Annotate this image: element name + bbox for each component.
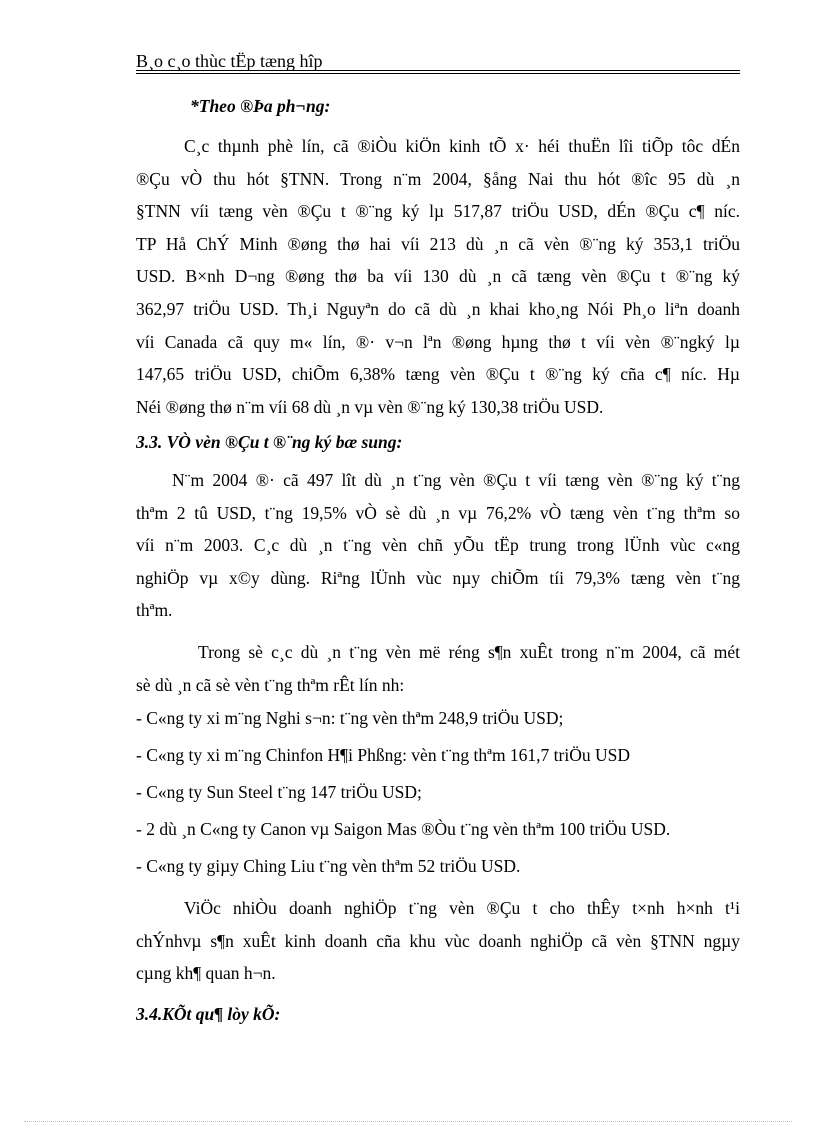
- paragraph-line: C¸c thµnh phè lín, cã ®iÒu kiÖn kinh tÕ x· héi thuËn lîi tiÕp tôc dÉn: [184, 136, 740, 156]
- paragraph-line: thªm 2 tû USD, t¨ng 19,5% vÒ sè dù ¸n vµ 76,2% vÒ tæng vèn t¨ng thªm so: [136, 502, 740, 523]
- paragraph-line: nghiÖp vµ x©y dùng. Riªng lÜnh vùc nµy chiÕm tíi 79,3% tæng vèn t¨ng: [136, 567, 740, 588]
- paragraph-line: ViÖc nhiÒu doanh nghiÖp t¨ng vèn ®Çu t cho thÊy t×nh h×nh t¹i: [184, 898, 740, 918]
- paragraph-line: 362,97 triÖu USD. Th¸i Nguyªn do cã dù ¸n khai kho¸ng Nói Ph¸o liªn doanh: [136, 298, 740, 319]
- paragraph-line: §TNN víi tæng vèn ®Çu t ®¨ng ký lµ 517,87 triÖu USD, dÉn ®Çu c¶ níc.: [136, 201, 740, 222]
- page-header-title: B¸o c¸o thùc tËp tæng hîp: [136, 51, 323, 71]
- page-bottom-rule: [24, 1121, 792, 1122]
- paragraph-line: Trong sè c¸c dù ¸n t¨ng vèn më réng s¶n xuÊt trong n¨m 2004, cã mét: [198, 642, 740, 662]
- paragraph-closing: [136, 892, 740, 990]
- paragraph-line: Néi ®øng thø n¨m víi 68 dù ¸n vµ vèn ®¨ng ký 130,38 triÖu USD.: [136, 396, 604, 417]
- heading-section-3-3: 3.3. VÒ vèn ®Çu t ®¨ng ký bæ sung:: [136, 432, 403, 452]
- paragraph-line: sè dù ¸n cã sè vèn t¨ng thªm rÊt lín nh:: [136, 674, 405, 695]
- list-item: - C«ng ty xi m¨ng Nghi s¬n: t¨ng vèn thªm 248,9 triÖu USD;: [136, 708, 564, 728]
- paragraph-theo-dia-phuong: [136, 130, 740, 423]
- paragraph-line: víi Canada cã quy m« lín, ®· v¬n lªn ®øng hµng thø t víi vèn ®¨ngký lµ: [136, 331, 740, 352]
- paragraph-intro: [136, 636, 740, 701]
- list-item: - C«ng ty giµy Ching Liu t¨ng vèn thªm 52 triÖu USD.: [136, 856, 521, 876]
- paragraph-line: N¨m 2004 ®· cã 497 lît dù ¸n t¨ng vèn ®Çu t víi tæng vèn ®¨ng ký t¨ng: [172, 470, 740, 490]
- paragraph-line: ®Çu vÒ thu hót §TNN. Trong n¨m 2004, §ång Nai thu hót ®îc 95 dù ¸n: [136, 168, 740, 189]
- paragraph-line: 147,65 triÖu USD, chiÕm 6,38% tæng vèn ®Çu t ®¨ng ký cña c¶ níc. Hµ: [136, 364, 740, 385]
- paragraph-line: USD. B×nh D¬ng ®øng thø ba víi 130 dù ¸n cã tæng vèn ®Çu t ®¨ng ký: [136, 266, 740, 287]
- header-rule: [136, 70, 740, 74]
- list-item: - 2 dù ¸n C«ng ty Canon vµ Saigon Mas ®Òu t¨ng vèn thªm 100 triÖu USD.: [136, 819, 671, 839]
- heading-theo-dia-phuong: *Theo ®Þa ph¬ng:: [190, 96, 331, 116]
- paragraph-line: víi n¨m 2003. C¸c dù ¸n t¨ng vèn chñ yÕu tËp trung trong lÜnh vùc c«ng: [136, 535, 740, 556]
- list-item: - C«ng ty xi m¨ng Chinfon H¶i Phßng: vèn t¨ng thªm 161,7 triÖu USD: [136, 745, 631, 765]
- paragraph-line: TP Hå ChÝ Minh ®øng thø hai víi 213 dù ¸n cã vèn ®¨ng ký 353,1 triÖu: [136, 233, 740, 254]
- paragraph-line: cµng kh¶ quan h¬n.: [136, 963, 276, 984]
- heading-section-3-4: 3.4.KÕt qu¶ lòy kÕ:: [136, 1004, 281, 1024]
- paragraph-line: thªm.: [136, 600, 173, 621]
- paragraph-section-3-3: [136, 464, 740, 627]
- list-item: - C«ng ty Sun Steel t¨ng 147 triÖu USD;: [136, 782, 422, 802]
- paragraph-line: chÝnhvµ s¶n xuÊt kinh doanh cña khu vùc doanh nghiÖp cã vèn §TNN ngµy: [136, 930, 740, 951]
